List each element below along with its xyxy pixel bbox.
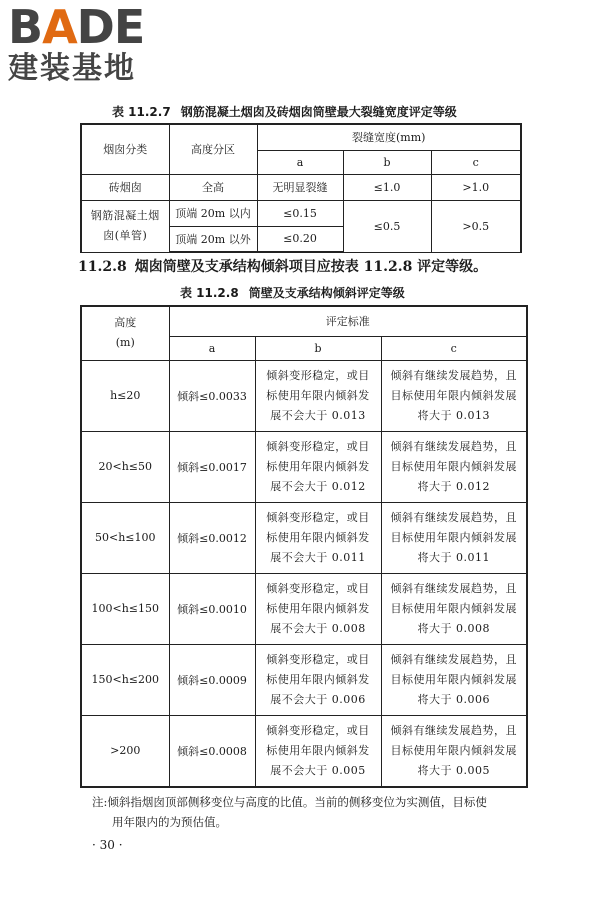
header-grade-b: b <box>343 150 431 174</box>
cell-height: 顶端 20m 以内 <box>169 200 257 226</box>
logo-wordmark: BADE <box>8 0 145 54</box>
cell-type: 砖烟囱 <box>81 174 169 200</box>
cell-height: 100<h≤150 <box>81 573 169 644</box>
cell-height: h≤20 <box>81 360 169 431</box>
header-height-zone: 高度分区 <box>169 124 257 174</box>
cell-b: 倾斜变形稳定，或目标使用年限内倾斜发展不会大于 0.008 <box>255 573 381 644</box>
cell-height: 20<h≤50 <box>81 431 169 502</box>
cell-c: 倾斜有继续发展趋势，且目标使用年限内倾斜发展将大于 0.011 <box>381 502 527 573</box>
cell-type: 钢筋混凝土烟囱(单管) <box>81 200 169 252</box>
clause-11-2-8 <box>78 256 487 276</box>
brand-logo <box>8 0 145 86</box>
logo-tagline: 建装基地 <box>8 51 136 86</box>
cell-c: >1.0 <box>431 174 521 200</box>
cell-a: 无明显裂缝 <box>257 174 343 200</box>
cell-height: 50<h≤100 <box>81 502 169 573</box>
cell-a: 倾斜≤0.0009 <box>169 644 255 715</box>
cell-a: 倾斜≤0.0008 <box>169 715 255 787</box>
clause-text: 烟囱筒壁及支承结构倾斜项目应按表 11.2.8 评定等级。 <box>134 259 488 275</box>
cell-height: >200 <box>81 715 169 787</box>
cell-b: 倾斜变形稳定，或目标使用年限内倾斜发展不会大于 0.012 <box>255 431 381 502</box>
cell-b: 倾斜变形稳定，或目标使用年限内倾斜发展不会大于 0.005 <box>255 715 381 787</box>
table-crack-width <box>80 123 522 253</box>
table-tilt-grade <box>80 305 528 788</box>
table2-caption <box>180 284 405 301</box>
cell-height: 150<h≤200 <box>81 644 169 715</box>
page-number: · 30 · <box>92 838 123 852</box>
table1-caption <box>112 103 457 120</box>
table-row <box>81 200 521 226</box>
table-row <box>81 174 521 200</box>
cell-b: 倾斜变形稳定，或目标使用年限内倾斜发展不会大于 0.006 <box>255 644 381 715</box>
cell-a: ≤0.15 <box>257 200 343 226</box>
cell-height: 顶端 20m 以外 <box>169 226 257 252</box>
header-grade-b: b <box>255 336 381 360</box>
header-grade-c: c <box>381 336 527 360</box>
cell-b: 倾斜变形稳定，或目标使用年限内倾斜发展不会大于 0.011 <box>255 502 381 573</box>
note-line-1: 倾斜指烟囱顶部侧移变位与高度的比值。当前的侧移变位为实测值，目标使 <box>107 795 487 809</box>
header-height-label: 高度 <box>114 316 137 330</box>
header-standard: 评定标准 <box>169 306 527 336</box>
cell-a: 倾斜≤0.0017 <box>169 431 255 502</box>
cell-c: 倾斜有继续发展趋势，且目标使用年限内倾斜发展将大于 0.005 <box>381 715 527 787</box>
cell-c: 倾斜有继续发展趋势，且目标使用年限内倾斜发展将大于 0.013 <box>381 360 527 431</box>
table-row <box>81 573 527 644</box>
table2-title: 筒壁及支承结构倾斜评定等级 <box>248 286 405 300</box>
header-grade-a: a <box>257 150 343 174</box>
table-note <box>92 792 532 832</box>
cell-b: ≤0.5 <box>343 200 431 252</box>
cell-a: ≤0.20 <box>257 226 343 252</box>
table1-number: 表 11.2.7 <box>112 105 171 119</box>
cell-c: 倾斜有继续发展趋势，且目标使用年限内倾斜发展将大于 0.012 <box>381 431 527 502</box>
table2-number: 表 11.2.8 <box>180 286 239 300</box>
cell-b: ≤1.0 <box>343 174 431 200</box>
cell-b: 倾斜变形稳定，或目标使用年限内倾斜发展不会大于 0.013 <box>255 360 381 431</box>
header-crack-width: 裂缝宽度(mm) <box>257 124 521 150</box>
table-row <box>81 644 527 715</box>
header-grade-a: a <box>169 336 255 360</box>
cell-a: 倾斜≤0.0010 <box>169 573 255 644</box>
header-height <box>81 306 169 360</box>
cell-c: 倾斜有继续发展趋势，且目标使用年限内倾斜发展将大于 0.008 <box>381 573 527 644</box>
table-row <box>81 502 527 573</box>
table1-title: 钢筋混凝土烟囱及砖烟囱筒壁最大裂缝宽度评定等级 <box>180 105 457 119</box>
note-line-2: 用年限内的为预估值。 <box>112 815 227 829</box>
table-row <box>81 360 527 431</box>
clause-number: 11.2.8 <box>78 259 127 275</box>
header-chimney-type: 烟囱分类 <box>81 124 169 174</box>
table-row <box>81 431 527 502</box>
header-grade-c: c <box>431 150 521 174</box>
note-label: 注: <box>92 795 108 809</box>
header-height-unit: (m) <box>115 336 135 350</box>
cell-c: 倾斜有继续发展趋势，且目标使用年限内倾斜发展将大于 0.006 <box>381 644 527 715</box>
cell-height: 全高 <box>169 174 257 200</box>
cell-a: 倾斜≤0.0033 <box>169 360 255 431</box>
table-row <box>81 715 527 787</box>
cell-c: >0.5 <box>431 200 521 252</box>
cell-a: 倾斜≤0.0012 <box>169 502 255 573</box>
